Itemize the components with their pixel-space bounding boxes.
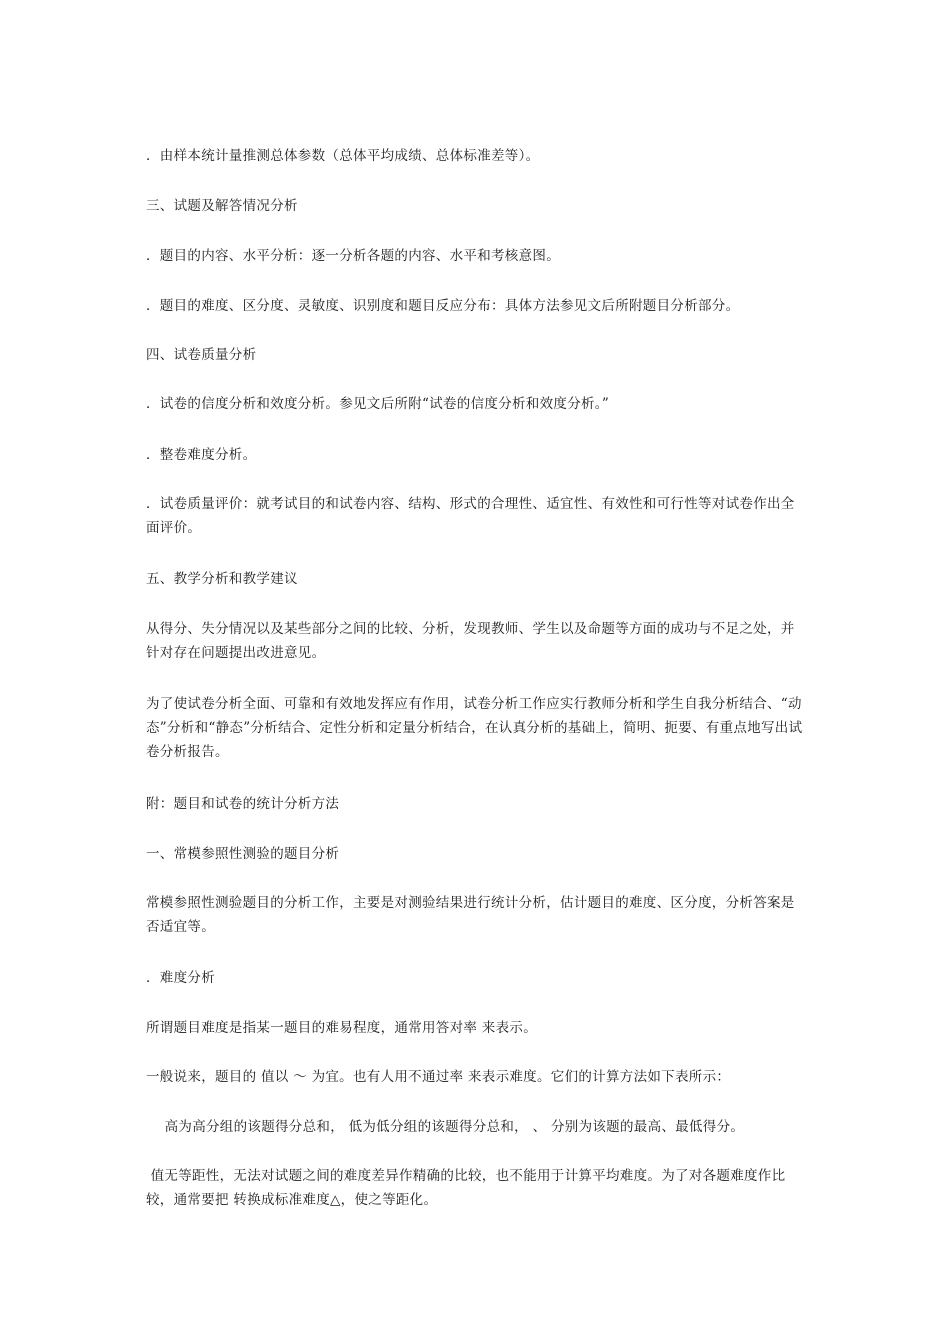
- body-paragraph: 一般说来，题目的 值以 ～ 为宜。也有人用不通过率 来表示难度。它们的计算方法如下表所示：: [146, 1069, 731, 1085]
- section-heading-5: 五、教学分析和教学建议: [146, 571, 298, 587]
- list-item: ．难度分析: [146, 970, 215, 986]
- list-item: ．题目的内容、水平分析：逐一分析各题的内容、水平和考核意图。: [146, 248, 560, 264]
- body-paragraph: 常模参照性测验题目的分析工作，主要是对测验结果进行统计分析，估计题目的难度、区分度，分析答案是否适宜等。: [146, 895, 795, 935]
- list-item: ．由样本统计量推测总体参数（总体平均成绩、总体标准差等）。: [146, 148, 540, 164]
- section-heading-3: 三、试题及解答情况分析: [146, 198, 298, 214]
- body-paragraph: 所谓题目难度是指某一题目的难易程度，通常用答对率 来表示。: [146, 1020, 537, 1036]
- body-paragraph: 为了使试卷分析全面、可靠和有效地发挥应有作用，试卷分析工作应实行教师分析和学生自我分析结合、“动态”分析和“静态”分析结合、定性分析和定量分析结合，在认真分析的基础上，简明、扼要、有重点地写出试卷分析报告。: [146, 696, 803, 760]
- list-item: ．题目的难度、区分度、灵敏度、识别度和题目反应分布：具体方法参见文后所附题目分析部分。: [146, 298, 740, 314]
- section-heading-4: 四、试卷质量分析: [146, 347, 257, 363]
- body-paragraph: 从得分、失分情况以及某些部分之间的比较、分析，发现教师、学生以及命题等方面的成功与不足之处，并针对存在问题提出改进意见。: [146, 621, 795, 661]
- body-paragraph: 高为高分组的该题得分总和， 低为低分组的该题得分总和， 、 分别为该题的最高、最低得分。: [160, 1119, 745, 1135]
- list-item: ．试卷的信度分析和效度分析。参见文后所附“试卷的信度分析和效度分析。”: [146, 396, 610, 412]
- body-paragraph: 值无等距性，无法对试题之间的难度差异作精确的比较，也不能用于计算平均难度。为了对各题难度作比较，通常要把 转换成标准难度△，使之等距化。: [146, 1168, 786, 1208]
- appendix-heading: 附：题目和试卷的统计分析方法: [146, 796, 340, 812]
- section-heading-1: 一、常模参照性测验的题目分析: [146, 846, 340, 862]
- list-item: ．整卷难度分析。: [146, 447, 257, 463]
- list-item: ．试卷质量评价：就考试目的和试卷内容、结构、形式的合理性、适宜性、有效性和可行性等对试卷作出全面评价。: [146, 496, 795, 536]
